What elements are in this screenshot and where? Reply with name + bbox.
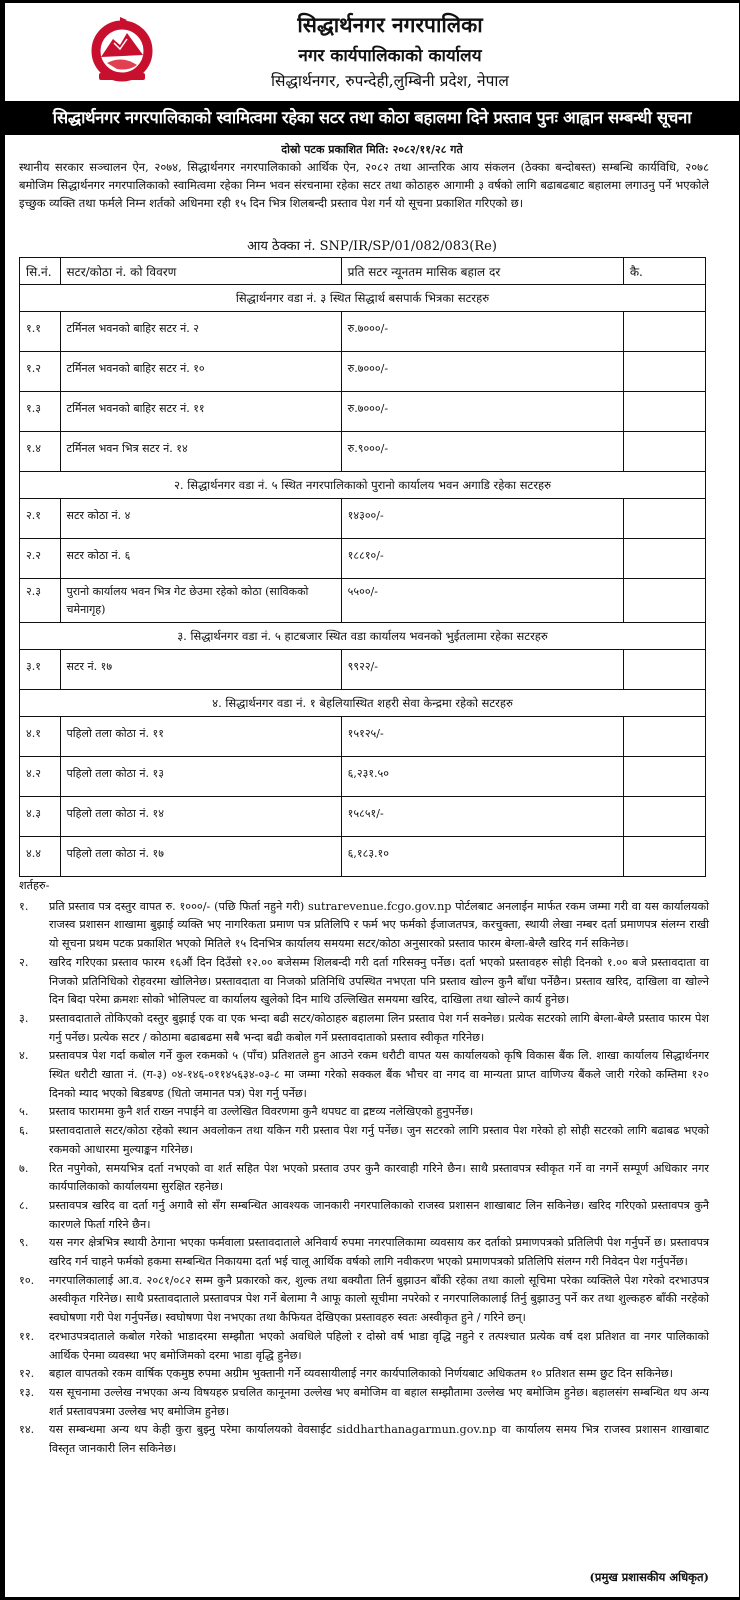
table-section-row xyxy=(20,690,706,717)
cell-rate: १४३००/- xyxy=(341,499,623,539)
table-row xyxy=(20,352,706,392)
condition-text: बहाल वापतको रकम वार्षिक एकमुष्ठ रुपमा अग्रीम भुक्तानी गर्ने व्यवसायीलाई नगर कार्यपालिकाको निर्णयबाट अधिकतम १० प्रतिशत सम्म छुट दिन सकिनेछ। xyxy=(49,1367,673,1381)
table-row xyxy=(20,539,706,579)
condition-number: १३. xyxy=(19,1385,35,1399)
condition-number: १. xyxy=(19,899,29,913)
cell-description: सटर नं. १७ xyxy=(60,650,341,690)
condition-text: प्रति प्रस्ताव पत्र दस्तुर वापत रु. १०००/- (पछि फिर्ता नहुने गरी) sutrarevenue.fcgo.gov.np पोर्टलबाट अनलाईन मार्फत रकम जम्मा गरी वा यस कार्यालयको राजस्व प्रशासन शाखामा बुझाई व्यक्ति भए नागरिकता प्रमाण पत्र प्रतिलिपि र फर्म भए फर्मको ईजाजतपत्र, करचुक्ता, स्थायी लेखा नम्बर दर्ता प्रमाणपत्र संलग्न राखी यो सूचना प्रथम पटक प्रकाशित भएको मितिले १५ दिनभित्र कार्यालय समयमा सटर/कोठा अनुसारको प्रस्ताव फारम बेग्ला-बेग्लै खरिद गर्न सकिनेछ। xyxy=(49,899,709,951)
cell-sn: ४.३ xyxy=(20,797,61,837)
table-row xyxy=(20,650,706,690)
header-rate: प्रति सटर न्यूनतम मासिक बहाल दर xyxy=(341,258,623,285)
condition-text: प्रस्तावपत्र खरिद वा दर्ता गर्नु अगावै सो सँग सम्बन्धित आवश्यक जानकारी नगरपालिकाको राजस्व प्रशासन शाखाबाट लिन सकिनेछ। खरिद गरिएको प्रस्तावपत्र कुनै कारणले फिर्ता गरिने छैन। xyxy=(49,1198,709,1231)
cell-rate: १५१२५/- xyxy=(341,717,623,757)
cell-description: टर्मिनल भवनको बाहिर सटर नं. ११ xyxy=(60,392,341,432)
condition-number: ८. xyxy=(19,1198,29,1212)
cell-remarks xyxy=(623,352,705,392)
table-row xyxy=(20,499,706,539)
cell-remarks xyxy=(623,579,705,623)
municipality-name: सिद्धार्थनगर नगरपालिका xyxy=(297,12,483,37)
cell-sn: ४.१ xyxy=(20,717,61,757)
cell-description: पहिलो तला कोठा नं. १३ xyxy=(60,757,341,797)
cell-description: टर्मिनल भवन भित्र सटर नं. १४ xyxy=(60,432,341,472)
table-section-row xyxy=(20,623,706,650)
table-section-row xyxy=(20,285,706,312)
rental-rates-table xyxy=(19,257,706,877)
signatory-title: (प्रमुख प्रशासकीय अधिकृत) xyxy=(589,1570,709,1584)
condition-number: ११. xyxy=(19,1329,35,1343)
cell-description: सटर कोठा नं. ४ xyxy=(60,499,341,539)
table-row xyxy=(20,432,706,472)
tender-number: आय ठेक्का नं. SNP/IR/SP/01/082/083(Re) xyxy=(247,239,497,254)
condition-number: १०. xyxy=(19,1273,35,1287)
table-header-row xyxy=(20,258,706,285)
condition-text: यस सम्बन्धमा अन्य थप केही कुरा बुझ्नु परेमा कार्यालयको वेवसाईट siddharthanagarmun.gov.np वा कार्यालय समय भित्र राजस्व प्रशासन शाखाबाट विस्तृत जानकारी लिन सकिनेछ। xyxy=(49,1423,709,1456)
table-row xyxy=(20,717,706,757)
condition-number: ७. xyxy=(19,1161,29,1175)
cell-sn: ४.४ xyxy=(20,837,61,877)
cell-description: पहिलो तला कोठा नं. ११ xyxy=(60,717,341,757)
condition-item xyxy=(19,1197,709,1234)
condition-number: ३. xyxy=(19,1011,29,1025)
cell-remarks xyxy=(623,312,705,352)
table-row xyxy=(20,392,706,432)
cell-sn: १.४ xyxy=(20,432,61,472)
table-row xyxy=(20,312,706,352)
header-remarks: कै. xyxy=(623,258,705,285)
cell-rate: रु.९०००/- xyxy=(341,432,623,472)
condition-text: प्रस्तावदाताले तोकिएको दस्तुर बुझाई एक वा एक भन्दा बढी सटर/कोठाहरु बहालमा लिन प्रस्ताव पेश गर्न सक्नेछ। प्रत्येक सटरको लागि बेग्ला-बेग्लै प्रस्ताव फारम पेश गर्नु पर्नेछ। प्रत्येक सटर / कोठामा बढाबढमा सबै भन्दा बढी कबोल गर्ने प्रस्तावदाताको प्रस्ताव स्वीकृत गरिनेछ। xyxy=(49,1011,709,1044)
cell-sn: २.३ xyxy=(20,579,61,623)
cell-rate: ६,२३१.५० xyxy=(341,757,623,797)
notice-intro: स्थानीय सरकार सञ्चालन ऐन, २०७४, सिद्धार्थनगर नगरपालिकाको आर्थिक ऐन, २०८२ तथा आन्तरिक आय संकलन (ठेक्का बन्दोबस्त) सम्बन्धि कार्यविधि, २०७८ बमोजिम सिद्धार्थनगर नगरपालिकाको स्वामित्वमा रहेका निम्न भवन संरचनामा रहेका सटर तथा कोठाहरु आगामी ३ वर्षको लागि बढाबढबाट बहालमा लगाउनु पर्ने भएकोले इच्छुक व्यक्ति तथा फर्मले निम्न शर्तको अधिनमा रही १५ दिन भित्र शिलबन्दी प्रस्ताव पेश गर्न यो सूचना प्रकाशित गरिएको छ। xyxy=(19,160,709,210)
conditions-section xyxy=(19,877,709,1459)
office-address: सिद्धार्थनगर, रुपन्देही,लुम्बिनी प्रदेश, नेपाल xyxy=(271,72,509,90)
section-title: ३. सिद्धार्थनगर वडा नं. ५ हाटबजार स्थित वडा कार्यालय भवनको भुईतलामा रहेका सटरहरु xyxy=(20,623,706,650)
condition-text: नगरपालिकालाई आ.व. २०८१/०८२ सम्म कुनै प्रकारको कर, शुल्क तथा बक्यौता तिर्न बुझाउन बाँकी रहेका तथा कालो सूचिमा परेका व्यक्तिले पेश गरेको दरभाउपत्र अस्वीकृत गरिनेछ। साथै प्रस्तावदाताले प्रस्तावपत्र पेश गर्ने बेलामा नै आफू कालो सूचीमा नपरेको र नगरपालिकालाई तिर्नु बुझाउनु पर्ने कर तथा शुल्कहरु बाँकी नरहेको स्वघोषणा गरी पेश गर्नुपर्नेछ। स्वघोषणा पेश नभएका तथा कैफियत देखिएका प्रस्तावहरु स्वतः अस्वीकृत हुने / गरिने छन्। xyxy=(49,1273,709,1325)
condition-text: रित नपुगेको, समयभित्र दर्ता नभएको वा शर्त सहित पेश भएको प्रस्ताव उपर कुनै कारवाही गरिने छैन। साथै प्रस्तावपत्र स्वीकृत गर्ने वा नगर्ने सम्पूर्ण अधिकार नगर कार्यपालिकाको कार्यालयमा सुरक्षित रहनेछ। xyxy=(49,1161,709,1194)
cell-description: टर्मिनल भवनको बाहिर सटर नं. १० xyxy=(60,352,341,392)
cell-description: पहिलो तला कोठा नं. १७ xyxy=(60,837,341,877)
condition-item xyxy=(19,1421,709,1458)
cell-rate: ९९२२/- xyxy=(341,650,623,690)
condition-number: ४. xyxy=(19,1049,29,1063)
table-row xyxy=(20,837,706,877)
condition-item xyxy=(19,954,709,1010)
cell-rate: रु.७०००/- xyxy=(341,312,623,352)
condition-number: ६. xyxy=(19,1124,29,1138)
condition-item xyxy=(19,1328,709,1365)
nepal-emblem-icon xyxy=(87,13,157,87)
condition-number: १४. xyxy=(19,1423,35,1437)
condition-number: ९. xyxy=(19,1236,29,1250)
conditions-title: शर्तहरु- xyxy=(19,879,50,892)
condition-item xyxy=(19,1365,709,1384)
cell-description: टर्मिनल भवनको बाहिर सटर नं. २ xyxy=(60,312,341,352)
cell-sn: ४.२ xyxy=(20,757,61,797)
condition-number: ५. xyxy=(19,1105,29,1119)
cell-remarks xyxy=(623,499,705,539)
table-row xyxy=(20,579,706,623)
notice-title-banner: सिद्धार्थनगर नगरपालिकाको स्वामित्वमा रहेका सटर तथा कोठा बहालमा दिने प्रस्ताव पुनः आह्वान सम्बन्धी सूचना xyxy=(5,101,739,135)
cell-sn: ३.१ xyxy=(20,650,61,690)
table-body xyxy=(20,285,706,877)
cell-remarks xyxy=(623,837,705,877)
cell-sn: २.२ xyxy=(20,539,61,579)
condition-text: प्रस्तावदाताले सटर/कोठा रहेको स्थान अवलोकन तथा यकिन गरी प्रस्ताव पेश गर्नु पर्नेछ। जुन सटरको लागि प्रस्ताव पेश गरेको हो सोही सटरको लागि बढाबढ भएको रकमको आधारमा मुल्याङ्कन गरिनेछ। xyxy=(49,1124,709,1156)
condition-item xyxy=(19,1234,709,1271)
condition-item xyxy=(19,1047,709,1103)
condition-text: प्रस्ताव फाराममा कुनै शर्त राख्न नपाईने वा उल्लेखित विवरणमा कुनै थपघट वा द्रष्टव्य नलेखिएको हुनुपर्नेछ। xyxy=(49,1105,474,1119)
cell-remarks xyxy=(623,717,705,757)
condition-text: प्रस्तावपत्र पेश गर्दा कबोल गर्ने कुल रकमको ५ (पाँच) प्रतिशतले हुन आउने रकम धरौटी वापत यस कार्यालयको कृषि विकास बैंक लि. शाखा कार्यालय सिद्धार्थनगर स्थित धरौटी खाता नं. (ग-३) ०४-१४६-०११४५६३४-०३-८ मा जम्मा गरेको सक्कल बैंक भौचर वा नगद वा मान्यता प्राप्त वाणिज्य बैंकले जारी गरेको कम्तिमा १२० दिनको म्याद भएको बिडबण्ड (धितो जमानत पत्र) पेश गर्नु पर्नेछ। xyxy=(49,1049,709,1100)
condition-text: दरभाउपत्रदाताले कबोल गरेको भाडादरमा सम्झौता भएको अवधिले पहिलो र दोस्रो वर्ष भाडा वृद्धि नहुने र तत्पश्चात प्रत्येक वर्ष दश प्रतिशत वा नगर पालिकाको आर्थिक ऐनमा व्यवस्था भए बमोजिमको दरमा भाडा वृद्धि हुनेछ। xyxy=(49,1329,709,1362)
section-title: ४. सिद्धार्थनगर वडा नं. १ बेहलियास्थित शहरी सेवा केन्द्रमा रहेको सटरहरु xyxy=(20,690,706,717)
cell-remarks xyxy=(623,392,705,432)
condition-item xyxy=(19,1103,709,1122)
condition-item xyxy=(19,1160,709,1197)
condition-item xyxy=(19,1384,709,1421)
condition-text: खरिद गरिएका प्रस्ताव फारम १६औं दिन दिउँसो १२.०० बजेसम्म शिलबन्दी गरी दर्ता गरिसक्नु पर्नेछ। दर्ता भएको प्रस्तावहरु सोही दिनको १.०० बजे प्रस्तावदाता वा निजको प्रतिनिधिको रोहवरमा खोलिनेछ। प्रस्तावदाता वा निजको प्रतिनिधि उपस्थित नभएता पनि प्रस्ताव खोल्न कुनै बाँधा पर्नेछैन। प्रस्ताव खरिद, दाखिला वा खोल्ने दिन बिदा परेमा क्रमशः सोको भोलिपल्ट वा कार्यालय खुलेको दिन माथि उल्लिखित समयमा खरिद, दाखिला तथा खोल्ने कार्य हुनेछ। xyxy=(49,955,709,1007)
office-name: नगर कार्यपालिकाको कार्यालय xyxy=(298,46,482,66)
cell-remarks xyxy=(623,539,705,579)
condition-item xyxy=(19,1010,709,1047)
conditions-list xyxy=(19,898,709,1459)
table-section-row xyxy=(20,472,706,499)
condition-number: २. xyxy=(19,955,29,969)
cell-sn: १.३ xyxy=(20,392,61,432)
published-date: दोस्रो पटक प्रकाशित मिति: २०८२/११/२८ गते xyxy=(281,143,463,156)
table-row xyxy=(20,757,706,797)
condition-number: १२. xyxy=(19,1367,35,1381)
header-sn: सि.नं. xyxy=(20,258,61,285)
cell-sn: १.१ xyxy=(20,312,61,352)
section-title: सिद्धार्थनगर वडा नं. ३ स्थित सिद्धार्थ बसपार्क भित्रका सटरहरु xyxy=(20,285,706,312)
cell-remarks xyxy=(623,432,705,472)
cell-description: पहिलो तला कोठा नं. १४ xyxy=(60,797,341,837)
cell-rate: रु.७०००/- xyxy=(341,392,623,432)
condition-item xyxy=(19,1122,709,1159)
section-title: २. सिद्धार्थनगर वडा नं. ५ स्थित नगरपालिकाको पुरानो कार्यालय भवन अगाडि रहेका सटरहरु xyxy=(20,472,706,499)
condition-item xyxy=(19,898,709,954)
cell-rate: ६,१८३.१० xyxy=(341,837,623,877)
cell-rate: रु.७०००/- xyxy=(341,352,623,392)
table-row xyxy=(20,797,706,837)
cell-rate: ५५००/- xyxy=(341,579,623,623)
condition-item xyxy=(19,1272,709,1328)
cell-sn: २.१ xyxy=(20,499,61,539)
cell-remarks xyxy=(623,797,705,837)
cell-rate: १५८५१/- xyxy=(341,797,623,837)
cell-description: सटर कोठा नं. ६ xyxy=(60,539,341,579)
header-description: सटर/कोठा नं. को विवरण xyxy=(60,258,341,285)
cell-description: पुरानो कार्यालय भवन भित्र गेट छेउमा रहेको कोठा (साविकको चमेनागृह) xyxy=(60,579,341,623)
condition-text: यस नगर क्षेत्रभित्र स्थायी ठेगाना भएका फर्मवाला प्रस्तावदाताले अनिवार्य रुपमा नगरपालिकामा व्यवसाय कर दर्ताको प्रमाणपत्रको प्रतिलिपी पेश गर्नुपर्ने छ। प्रस्तावपत्र खरिद गर्न चाहने फर्मको हकमा सम्बन्धित निकायमा दर्ता भई चालू आर्थिक वर्षको लागि नवीकरण भएको प्रमाणपत्रको प्रतिलिपि संलग्न गरी निवेदन पेश गर्नुपर्नेछ। xyxy=(49,1236,709,1269)
cell-sn: १.२ xyxy=(20,352,61,392)
cell-remarks xyxy=(623,757,705,797)
condition-text: यस सूचनामा उल्लेख नभएका अन्य विषयहरु प्रचलित कानूनमा उल्लेख भए बमोजिम वा बहाल सम्झौतामा उल्लेख भए बमोजिम हुनेछ। बहालसंग सम्बन्धित थप अन्य शर्त प्रस्तावपत्रमा उल्लेख भए बमोजिम हुनेछ। xyxy=(49,1385,709,1418)
cell-rate: १८८१०/- xyxy=(341,539,623,579)
cell-remarks xyxy=(623,650,705,690)
